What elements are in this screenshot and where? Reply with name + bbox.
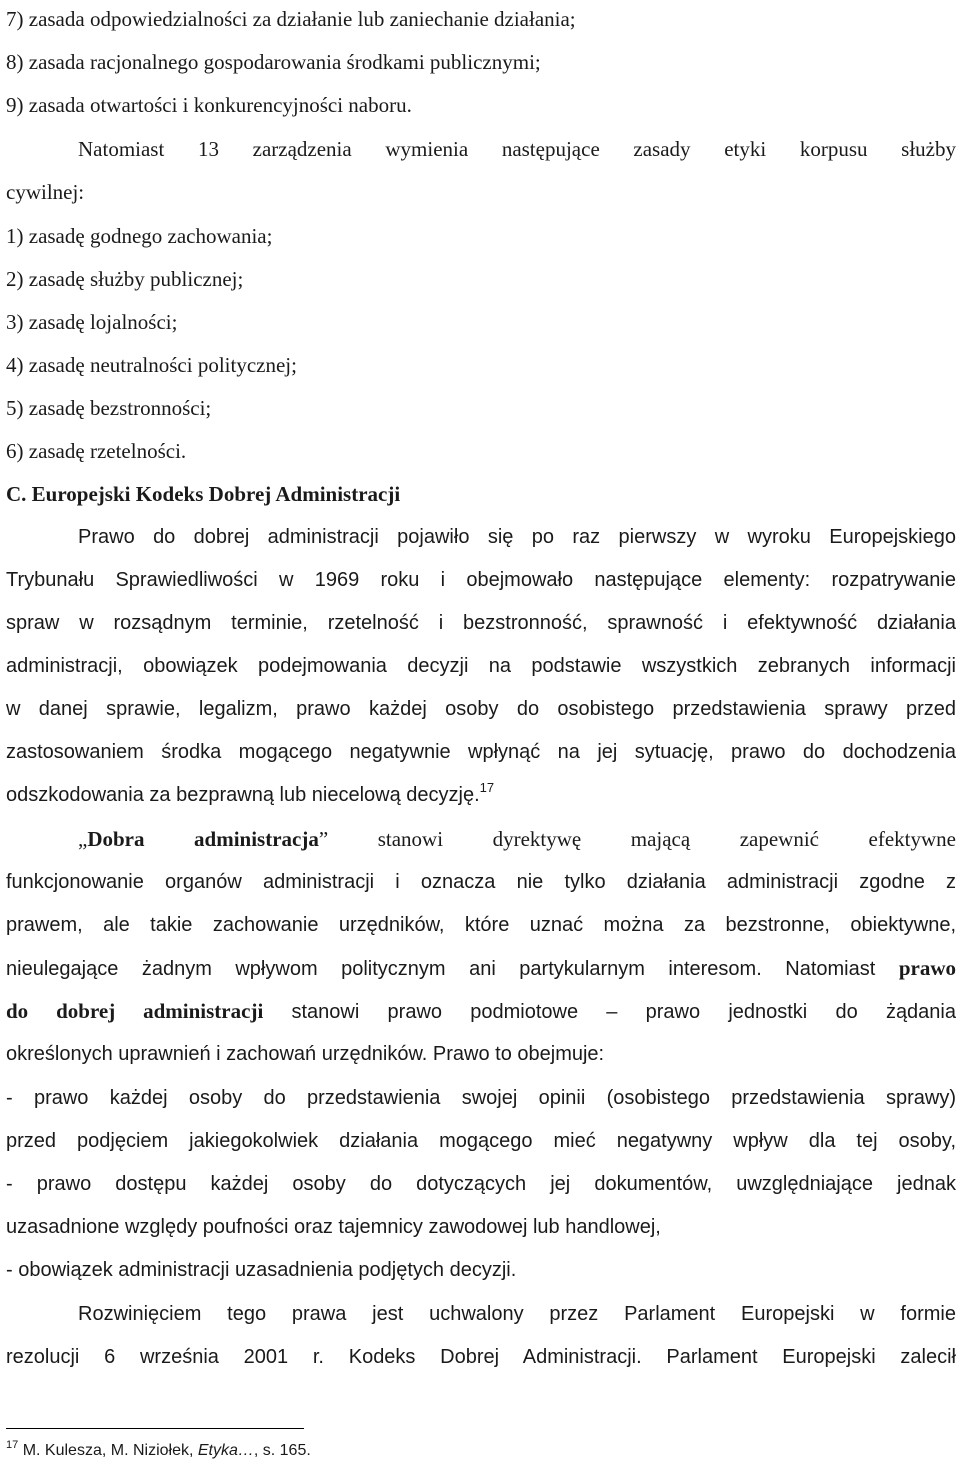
footnote	[6, 1440, 956, 1462]
rights-item-2-line-1: - prawo dostępu każdej osoby do dotyczących jej dokumentów, uwzględniające jednak	[6, 1173, 956, 1195]
paragraph-natomiast-line-1: Natomiast 13 zarządzenia wymienia następujące zasady etyki korpusu służby	[78, 137, 956, 161]
para2-line-1	[6, 826, 956, 852]
rights-item-1-line-1: - prawo każdej osoby do przedstawienia swojej opinii (osobistego przedstawienia sprawy)	[6, 1087, 956, 1109]
para2-line-6: określonych uprawnień i zachowań urzędników. Prawo to obejmuje:	[6, 1043, 605, 1065]
para2-line-3: prawem, ale takie zachowanie urzędników, które uznać można za bezstronne, obiektywne,	[6, 914, 956, 936]
para2-line-5	[6, 998, 956, 1025]
para2-line-4	[6, 955, 956, 982]
list-b-item-1: 1) zasadę godnego zachowania;	[6, 224, 273, 248]
list-b-item-3: 3) zasadę lojalności;	[6, 310, 178, 334]
rights-item-1-line-2: przed podjęciem jakiegokolwiek działania mogącego mieć negatywny wpływ dla tej osoby,	[6, 1130, 956, 1152]
para2-line-4-text: nieulegające żadnym wpływom politycznym ani partykularnym interesom. Natomiast	[6, 958, 899, 980]
footnote-reference[interactable]: 17	[479, 780, 495, 795]
rights-item-3: - obowiązek administracji uzasadnienia podjętych decyzji.	[6, 1259, 517, 1281]
list-a-item-9: 9) zasada otwartości i konkurencyjności naboru.	[6, 93, 412, 117]
list-b-item-5: 5) zasadę bezstronności;	[6, 396, 212, 420]
para3-line-2: rezolucji 6 września 2001 r. Kodeks Dobrej Administracji. Parlament Europejski zalecił	[6, 1346, 956, 1368]
para2-line-5-rest: stanowi prawo podmiotowe – prawo jednostki do żądania	[263, 1001, 956, 1023]
para2-open-quote: „	[78, 827, 88, 851]
para1-line-3: spraw w rozsądnym terminie, rzetelność i bezstronność, sprawność i efektywność działania	[6, 612, 956, 634]
footnote-pages: , s. 165.	[253, 1442, 311, 1459]
para2-line-4-bold: prawo	[898, 956, 956, 980]
para1-line-2: Trybunału Sprawiedliwości w 1969 roku i obejmowało następujące elementy: rozpatrywanie	[6, 569, 956, 591]
para2-line-1-rest: ” stanowi dyrektywę mającą zapewnić efektywne	[318, 827, 956, 851]
section-heading: C. Europejski Kodeks Dobrej Administracji	[6, 482, 401, 506]
para1-line-6: zastosowaniem środka mogącego negatywnie wpłynąć na jej sytuację, prawo do dochodzenia	[6, 741, 956, 763]
para1-line-7-text: odszkodowania za bezprawną lub niecelową decyzję.	[6, 784, 480, 806]
list-b-item-2: 2) zasadę służby publicznej;	[6, 267, 244, 291]
para2-bold-term: Dobra administracja	[87, 827, 319, 851]
footnote-number: 17	[6, 1439, 19, 1451]
footnote-separator	[6, 1428, 304, 1429]
para2-line-2: funkcjonowanie organów administracji i oznacza nie tylko działania administracji zgodne z	[6, 871, 956, 893]
para2-line-5-bold: do dobrej administracji	[6, 999, 264, 1023]
footnote-title: Etyka…	[197, 1442, 254, 1459]
para3-line-1: Rozwinięciem tego prawa jest uchwalony przez Parlament Europejski w formie	[78, 1303, 956, 1325]
rights-item-2-line-2: uzasadnione względy poufności oraz tajemnicy zawodowej lub handlowej,	[6, 1216, 661, 1238]
list-b-item-6: 6) zasadę rzetelności.	[6, 439, 187, 463]
list-a-item-7: 7) zasada odpowiedzialności za działanie lub zaniechanie działania;	[6, 7, 576, 31]
paragraph-natomiast-line-2: cywilnej:	[6, 180, 85, 204]
para1-line-4: administracji, obowiązek podejmowania decyzji na podstawie wszystkich zebranych informacji	[6, 655, 956, 677]
para1-line-5: w danej sprawie, legalizm, prawo każdej osoby do osobistego przedstawienia sprawy przed	[6, 698, 956, 720]
para1-line-7	[6, 782, 956, 808]
para1-line-1: Prawo do dobrej administracji pojawiło się po raz pierwszy w wyroku Europejskiego	[78, 526, 956, 548]
list-b-item-4: 4) zasadę neutralności politycznej;	[6, 353, 297, 377]
footnote-authors: M. Kulesza, M. Niziołek,	[22, 1442, 198, 1459]
list-a-item-8: 8) zasada racjonalnego gospodarowania środkami publicznymi;	[6, 50, 541, 74]
